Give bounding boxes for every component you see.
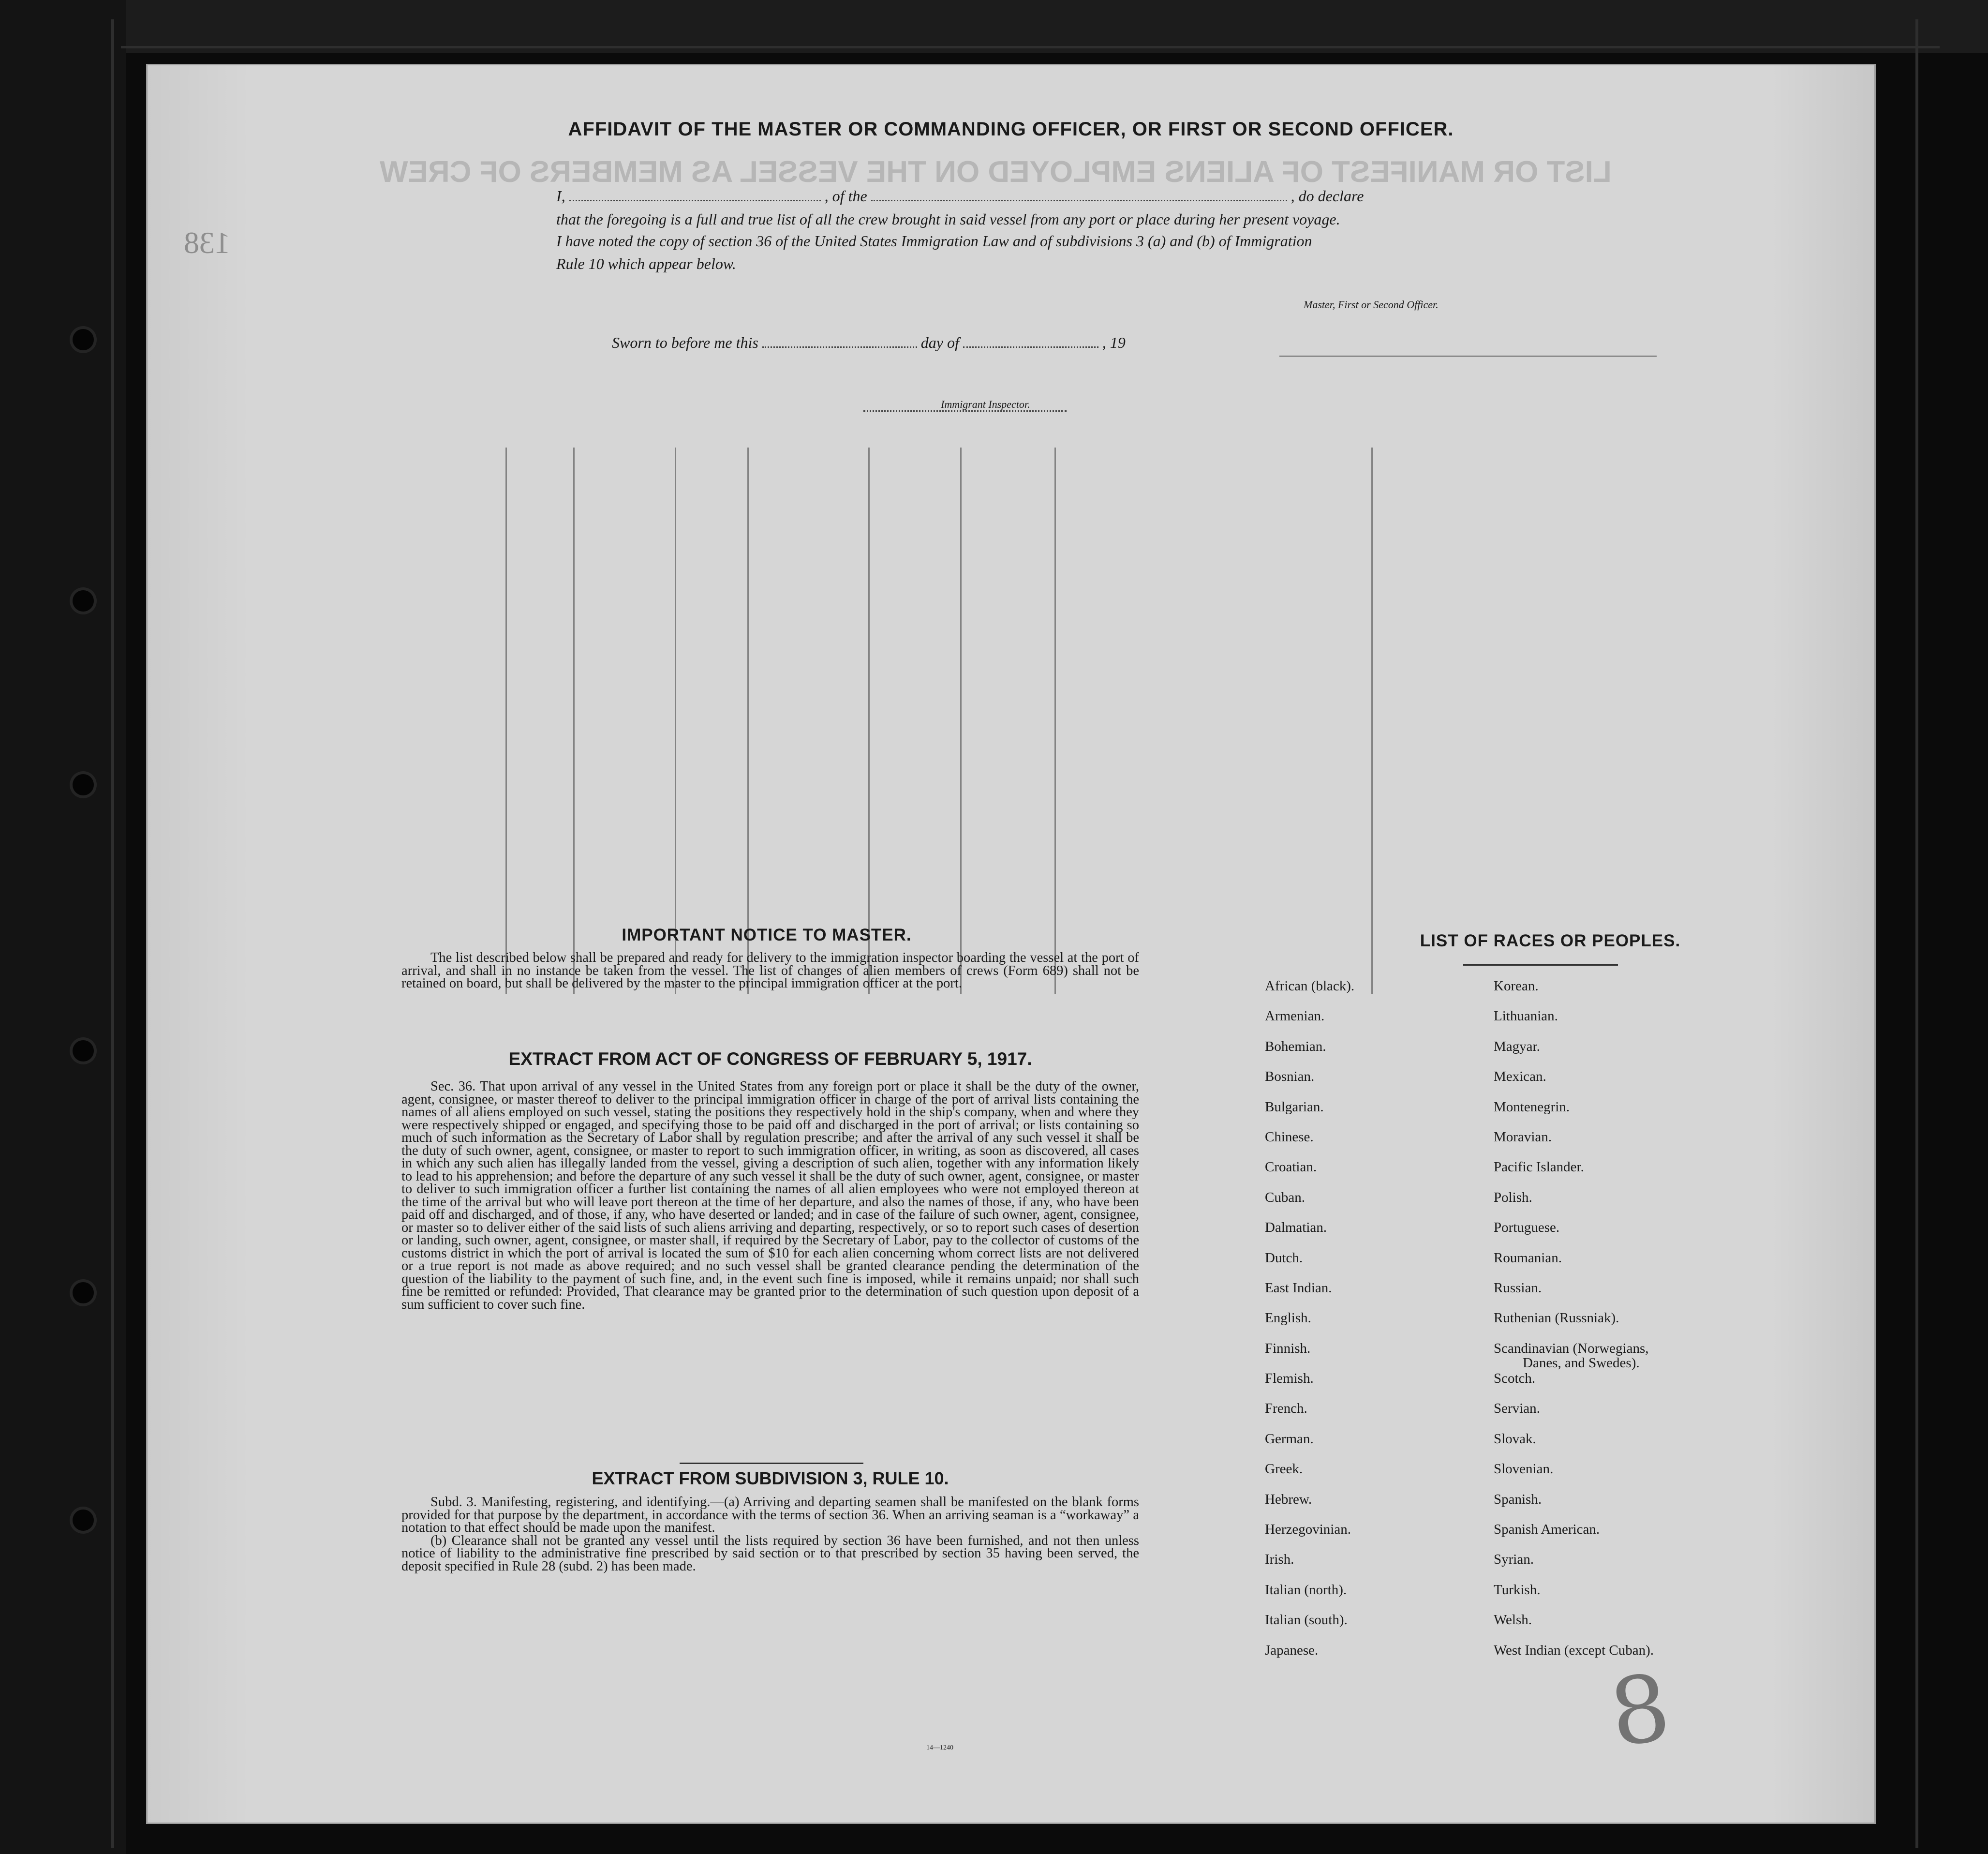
affidavit-line-2: that the foregoing is a full and true list of all the crew brought in said vessel from any port or place during her present voyage. [556,210,1340,228]
race-item: West Indian (except Cuban). [1494,1642,1654,1658]
punch-hole [73,1282,94,1303]
rule-paragraph-b: (b) Clearance shall not be granted any vessel until the lists required by section 36 have been furnished, and not then unless notice of liability to the administrative fine prescribed by said section or to that prescribed by section 35 having been served, the deposit specified in Rule 28 (subd. 2) has been made. [401,1533,1139,1574]
race-item: African (black). [1265,978,1355,994]
race-item: Dalmatian. [1265,1220,1327,1236]
punch-hole [73,590,94,612]
race-item: Bosnian. [1265,1069,1315,1085]
film-frame-top [0,0,1988,53]
sworn-month-blank[interactable] [963,346,1098,348]
race-item: Ruthenian (Russniak). [1494,1310,1619,1326]
race-item: Bulgarian. [1265,1099,1324,1115]
punch-hole [73,1510,94,1531]
inspector-caption: Immigrant Inspector. [941,398,1030,410]
race-item: East Indian. [1265,1280,1332,1296]
act-section-36-paragraph: Sec. 36. That upon arrival of any vessel in the United States from any foreign port or place it shall be the duty of the owner, agent, consignee, or master thereof to deliver to the principal immigration officer in charge of the port of arrival lists containing the names of all aliens employed on such vessel, stating the positions they respectively hold in the ship's company, when and where they were respectively shipped or engaged, and specifying those to be paid off and discharged in the port of arrival; or lists containing so much of such information as the Secretary of Labor shall by regulation prescribe; and after the arrival of any such vessel it shall be the duty of such owner, agent, consignee, or master to report to such immigration officer, in writing, as soon as discovered, all cases in which any such alien has illegally landed from the vessel, giving a description of such alien, together with any information likely to lead to his apprehension; and before the departure of any such vessel it shall be the duty of such owner, agent, consignee, or master to deliver to such immigration officer a further list containing the names of all alien employees who were not employed thereon at the time of the arrival but who will leave port thereon at the time of her departure, and also the names of those, if any, who have been paid off and discharged, and of those, if any, who have deserted or landed; and in case of the failure of such owner, agent, consignee, or master so to deliver either of the said lists of such aliens arriving and departing, respectively, or so to report such cases of desertion or landing, such owner, agent, consignee, or master shall, if required by the Secretary of Labor, pay to the collector of customs of the customs district in which the port of arrival is located the sum of $10 for each alien concerning whom correct lists are not delivered or a true report is not made as above required; and no such vessel shall be granted clearance pending the determination of the question of the liability to the payment of such fine, and, in the event such fine is imposed, while it remains unpaid; nor shall such fine be remitted or refunded: Provided, That clearance may be granted prior to the determination of such question upon deposit of a sum sufficient to cover such fine. [401,1079,1139,1312]
affidavit-of-the: , of the [824,187,867,205]
race-item: English. [1265,1310,1311,1326]
race-item: Magyar. [1494,1038,1540,1054]
race-item: Greek. [1265,1461,1303,1477]
race-item: Armenian. [1265,1008,1325,1024]
manifest-page [148,65,1874,1823]
races-left-column [1265,979,1354,1673]
frame-edge-line [1915,19,1918,1848]
race-item: Lithuanian. [1494,1008,1558,1024]
race-item: Welsh. [1494,1612,1532,1628]
rule-extract-text [401,1496,1139,1573]
race-item: Russian. [1494,1280,1542,1296]
master-signature-caption: Master, First or Second Officer. [1304,299,1439,311]
race-item-line-1: Scandinavian (Norwegians, [1494,1340,1649,1356]
act-extract-text [401,1080,1139,1311]
notice-title: IMPORTANT NOTICE TO MASTER. [622,926,912,944]
race-item: Slovenian. [1494,1461,1554,1477]
vessel-name-blank[interactable] [871,199,1287,201]
race-item: Irish. [1265,1552,1294,1568]
race-item: German. [1265,1431,1314,1447]
race-item: Spanish. [1494,1491,1542,1507]
race-item: Dutch. [1265,1250,1303,1266]
race-item: Turkish. [1494,1582,1541,1598]
race-item: Bohemian. [1265,1038,1326,1054]
act-extract-title: EXTRACT FROM ACT OF CONGRESS OF FEBRUARY 5, 1917. [508,1049,1032,1069]
races-title-underline [1463,964,1618,966]
race-item: Croatian. [1265,1159,1317,1175]
race-item: Moravian. [1494,1129,1552,1145]
race-item: Mexican. [1494,1069,1546,1085]
race-item: Hebrew. [1265,1491,1312,1507]
race-item: Cuban. [1265,1189,1305,1205]
affidavit-line-4: Rule 10 which appear below. [556,255,736,272]
race-item: Roumanian. [1494,1250,1562,1266]
race-item: Italian (north). [1265,1582,1347,1598]
punch-hole [73,774,94,795]
stamped-number: 138 [184,225,230,260]
race-item: Portuguese. [1494,1220,1560,1236]
race-item: Montenegrin. [1494,1099,1570,1115]
master-signature-line[interactable] [1279,356,1657,357]
notice-paragraph: The list described below shall be prepared and ready for delivery to the immigration inspector boarding the vessel at the port of arrival, and shall in no instance be taken from the vessel. The list of changes of alien members of crews (Form 689) shall not be retained on board, but shall be delivered by the master to the principal immigration officer at the port. [401,950,1139,991]
affidavit-i-label: I, [556,187,565,205]
film-frame-left [0,0,126,1854]
bleed-through-rule [675,448,676,994]
race-item: Slovak. [1494,1431,1536,1447]
race-item: Polish. [1494,1189,1532,1205]
notice-text [401,952,1139,990]
section-divider [680,1463,863,1464]
races-title: LIST OF RACES OR PEOPLES. [1420,931,1681,950]
bleed-through-rule [747,448,749,994]
race-item: Japanese. [1265,1642,1319,1658]
bleed-through-rule [960,448,962,994]
rule-extract-title: EXTRACT FROM SUBDIVISION 3, RULE 10. [592,1468,949,1488]
race-item: Korean. [1494,978,1539,994]
race-item [1494,1341,1726,1371]
punch-hole [73,329,94,350]
affidavit-line-3: I have noted the copy of section 36 of the United States Immigration Law and of subdivisions 3 (a) and (b) of Immigration [556,232,1312,250]
race-item: Syrian. [1494,1552,1534,1568]
form-number: 14—1240 [926,1744,953,1751]
race-item: French. [1265,1401,1307,1417]
master-name-blank[interactable] [569,199,821,201]
bleed-through-rule [505,448,507,994]
handwritten-page-number: 8 [1603,1653,1676,1768]
race-item: Herzegovinian. [1265,1522,1351,1538]
race-item: Servian. [1494,1401,1540,1417]
race-item: Spanish American. [1494,1522,1600,1538]
race-item: Flemish. [1265,1371,1314,1387]
day-of-label: day of [920,334,959,351]
race-item: Scotch. [1494,1371,1536,1387]
year-prefix: , 19 [1102,334,1126,351]
sworn-label: Sworn to before me this [612,334,758,351]
rule-paragraph-a: Subd. 3. Manifesting, registering, and identifying.—(a) Arriving and departing seamen shall be manifested on the blank forms provided for that purpose by the department, in accordance with the terms of section 36. When an arriving seaman is a “workaway” a notation to that effect should be made upon the manifest. [401,1495,1139,1535]
bleed-through-rule [573,448,575,994]
race-item: Chinese. [1265,1129,1314,1145]
bleed-through-rule [1371,448,1373,994]
frame-edge-line [121,46,1940,48]
race-item: Pacific Islander. [1494,1159,1584,1175]
races-right-column [1494,979,1726,1673]
affidavit-line-1 [556,187,1364,205]
bleed-through-rule [868,448,870,994]
frame-edge-line [111,19,114,1848]
sworn-line [612,334,1126,352]
bleed-through-rule [1054,448,1056,994]
race-item: Italian (south). [1265,1612,1348,1628]
punch-hole [73,1040,94,1062]
bleed-through-heading: LIST OR MANIFEST OF ALIENS EMPLOYED ON THE VESSEL AS MEMBERS OF CREW [380,155,1612,189]
sworn-day-blank[interactable] [762,346,917,348]
race-item: Finnish. [1265,1340,1311,1356]
race-item-line-2: Danes, and Swedes). [1523,1355,1640,1371]
affidavit-do-declare: , do declare [1291,187,1364,205]
affidavit-title: AFFIDAVIT OF THE MASTER OR COMMANDING OFFICER, OR FIRST OR SECOND OFFICER. [568,119,1454,140]
